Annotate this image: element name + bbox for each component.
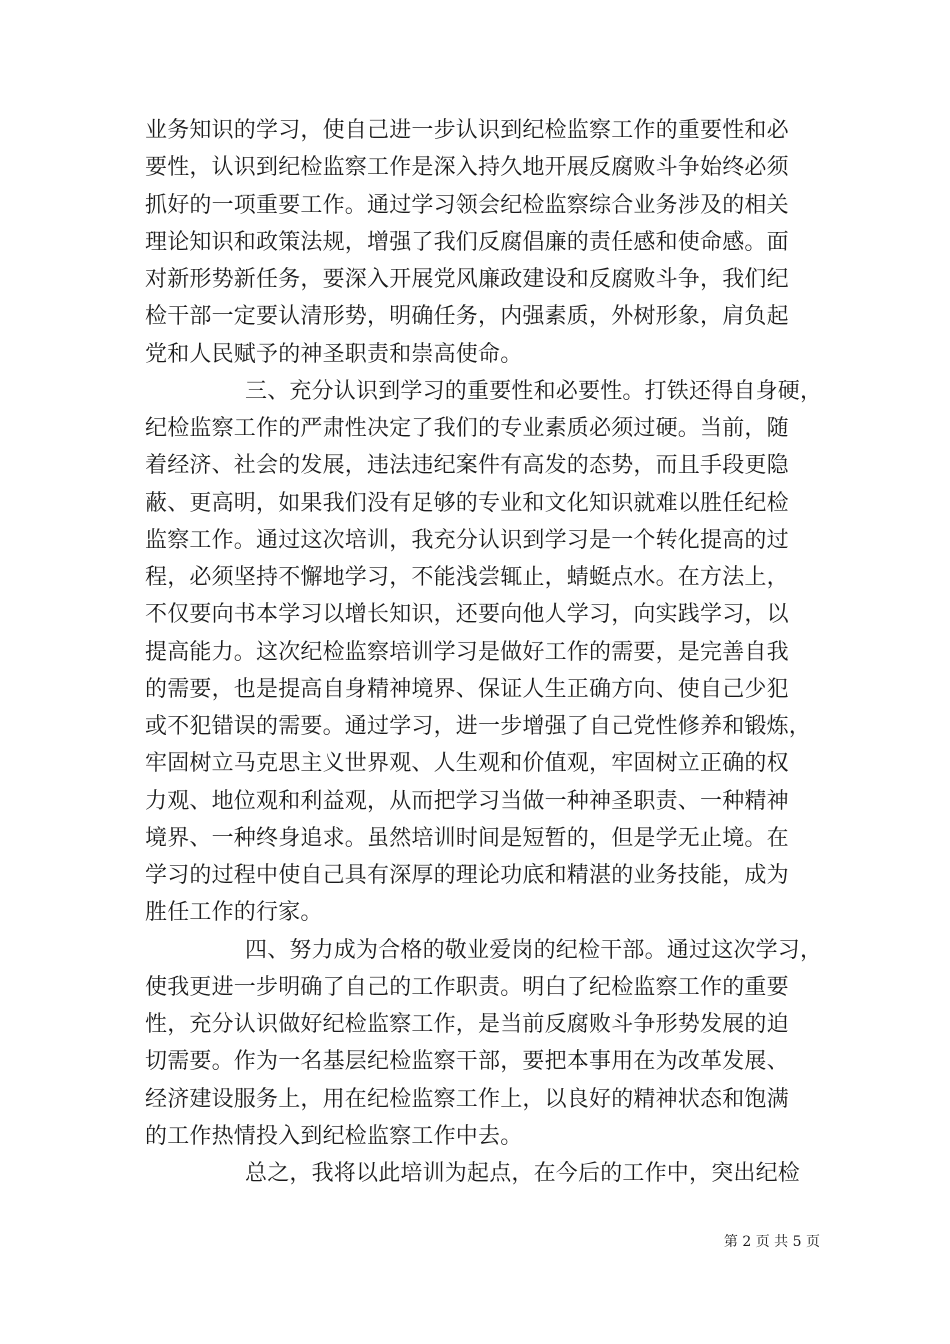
text-line: 境界、一种终身追求。虽然培训时间是短暂的，但是学无止境。在 bbox=[145, 825, 789, 851]
text-line: 的工作热情投入到纪检监察工作中去。 bbox=[145, 1123, 523, 1149]
text-line: 三、充分认识到学习的重要性和必要性。打铁还得自身硬， bbox=[245, 378, 823, 404]
text-line: 纪检监察工作的严肃性决定了我们的专业素质必须过硬。当前，随 bbox=[145, 416, 789, 441]
text-line: 检干部一定要认清形势，明确任务，内强素质，外树形象，肩负起 bbox=[145, 304, 789, 330]
text-line: 业务知识的学习，使自己进一步认识到纪检监察工作的重要性和必 bbox=[145, 118, 789, 143]
text-line: 或不犯错误的需要。通过学习，进一步增强了自己党性修养和锻炼， bbox=[145, 714, 812, 739]
text-line: 抓好的一项重要工作。通过学习领会纪检监察综合业务涉及的相关 bbox=[145, 192, 789, 218]
document-body bbox=[145, 112, 825, 1192]
page-number: 第 2 页 共 5 页 bbox=[723, 1234, 820, 1250]
text-line: 着经济、社会的发展，违法违纪案件有高发的态势，而且手段更隐 bbox=[145, 453, 789, 479]
text-line: 要性，认识到纪检监察工作是深入持久地开展反腐败斗争始终必须 bbox=[145, 155, 789, 181]
text-line: 四、努力成为合格的敬业爱岗的纪检干部。通过这次学习， bbox=[245, 937, 823, 963]
text-line: 蔽、更高明，如果我们没有足够的专业和文化知识就难以胜任纪检 bbox=[145, 490, 789, 516]
text-line: 胜任工作的行家。 bbox=[145, 900, 323, 926]
text-line: 程，必须坚持不懈地学习，不能浅尝辄止，蜻蜓点水。在方法上， bbox=[145, 565, 789, 590]
text-line: 监察工作。通过这次培训，我充分认识到学习是一个转化提高的过 bbox=[145, 527, 789, 553]
text-line: 总之，我将以此培训为起点，在今后的工作中，突出纪检 bbox=[245, 1161, 801, 1186]
text-line: 提高能力。这次纪检监察培训学习是做好工作的需要，是完善自我 bbox=[145, 639, 789, 665]
text-line: 经济建设服务上，用在纪检监察工作上，以良好的精神状态和饱满 bbox=[145, 1086, 789, 1112]
text-line: 党和人民赋予的神圣职责和崇高使命。 bbox=[145, 341, 523, 367]
text-line: 的需要，也是提高自身精神境界、保证人生正确方向、使自己少犯 bbox=[145, 676, 789, 702]
text-line: 性，充分认识做好纪检监察工作，是当前反腐败斗争形势发展的迫 bbox=[145, 1012, 789, 1037]
text-line: 不仅要向书本学习以增长知识，还要向他人学习，向实践学习，以 bbox=[145, 602, 789, 628]
text-line: 切需要。作为一名基层纪检监察干部，要把本事用在为改革发展、 bbox=[145, 1049, 789, 1075]
text-line: 力观、地位观和利益观，从而把学习当做一种神圣职责、一种精神 bbox=[145, 788, 789, 814]
text-line: 理论知识和政策法规，增强了我们反腐倡廉的责任感和使命感。面 bbox=[145, 229, 789, 255]
text-line: 牢固树立马克思主义世界观、人生观和价值观，牢固树立正确的权 bbox=[145, 751, 789, 777]
text-line: 对新形势新任务，要深入开展党风廉政建设和反腐败斗争，我们纪 bbox=[145, 267, 789, 292]
text-line: 学习的过程中使自己具有深厚的理论功底和精湛的业务技能，成为 bbox=[145, 863, 789, 888]
text-line: 使我更进一步明确了自己的工作职责。明白了纪检监察工作的重要 bbox=[145, 974, 789, 1000]
